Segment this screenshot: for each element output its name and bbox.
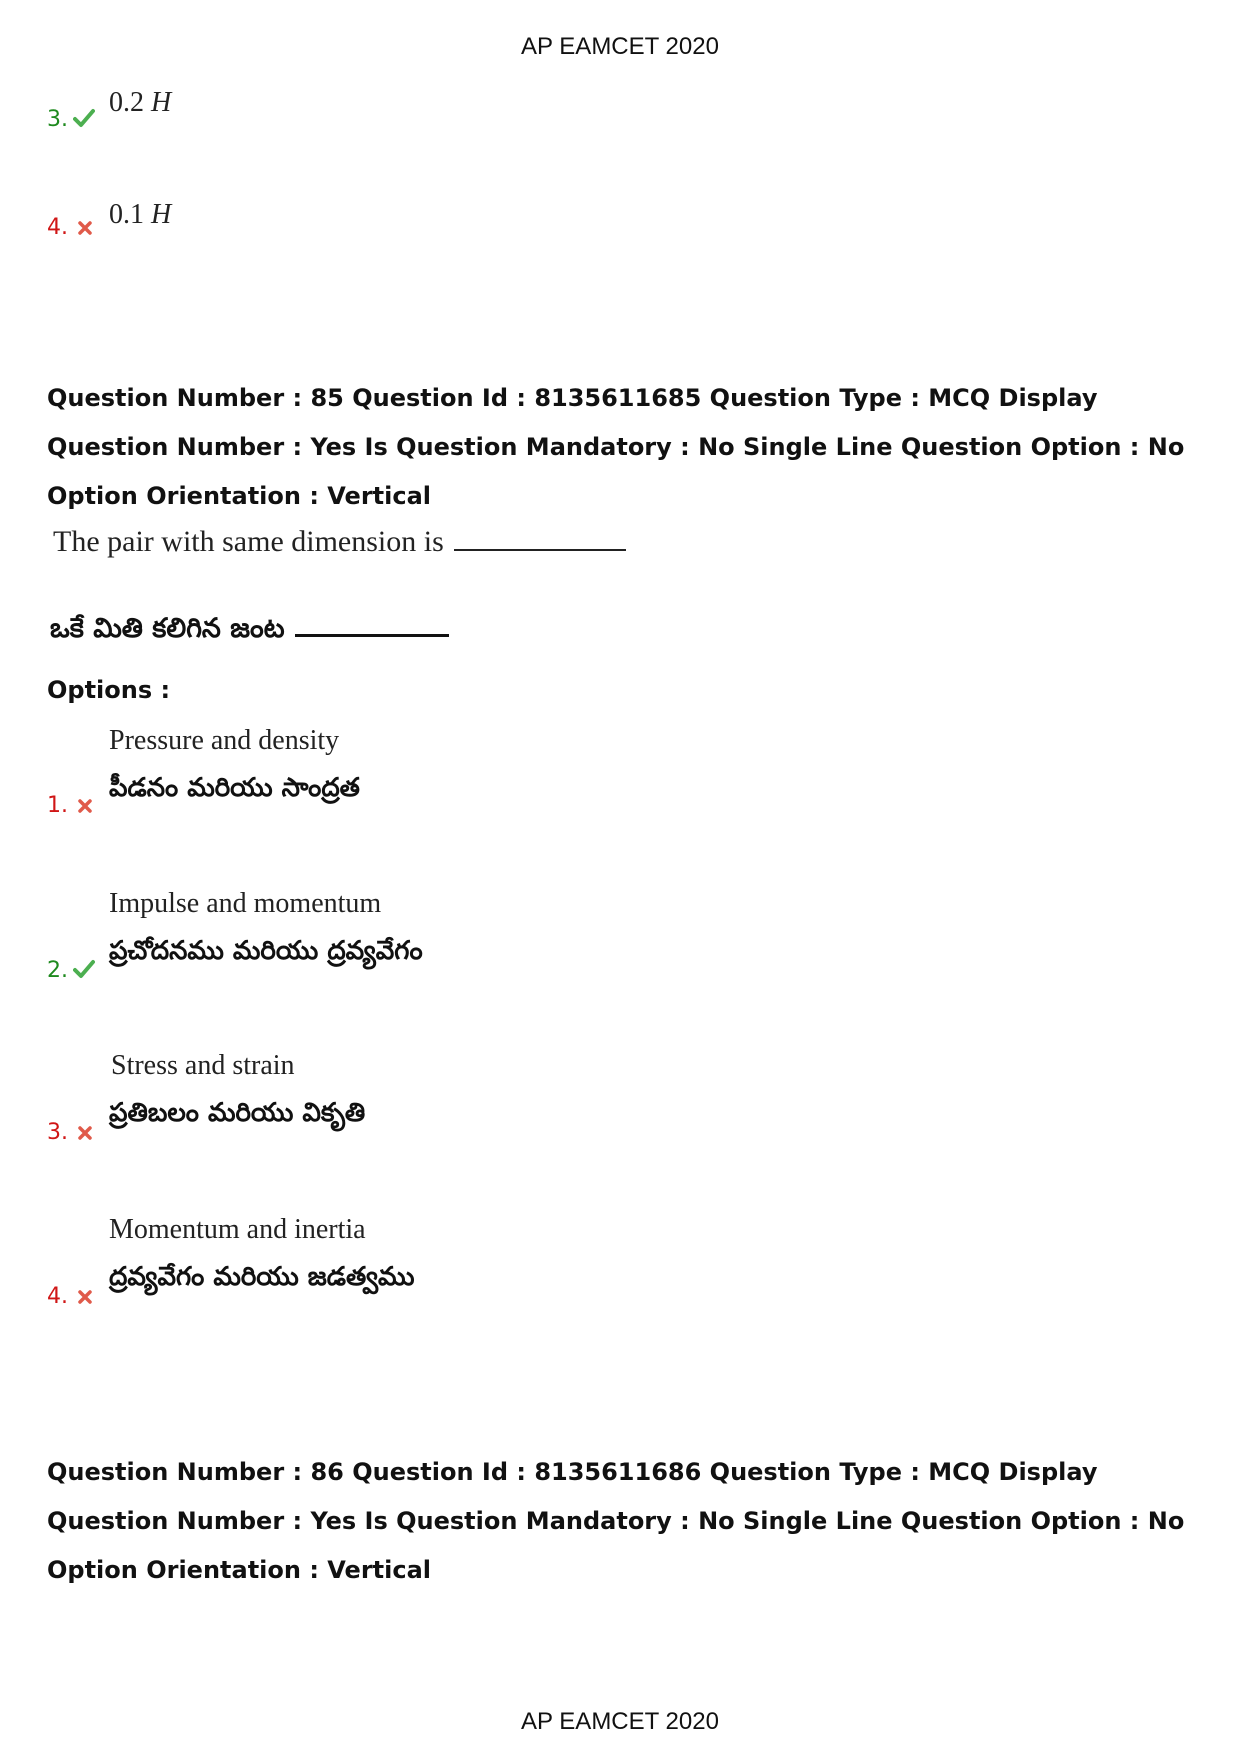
answer-blank <box>454 525 626 551</box>
answer-blank <box>295 610 449 637</box>
option-text-te: ద్రవ్యవేగం మరియు జడత్వము <box>109 1262 415 1292</box>
option-text-en: Impulse and momentum <box>109 888 382 919</box>
option-number: 1. <box>47 793 68 818</box>
option-text-en: Pressure and density <box>109 725 340 756</box>
option-text-te: పీడనం మరియు సాంద్రత <box>109 773 360 803</box>
option-text: 0.2 H <box>109 87 172 118</box>
question-86-meta: Question Number : 86 Question Id : 8135611686 Question Type : MCQ Display Question Number : Yes Is Question Mandatory : No Single Line Question Option : No Option Orientation : Vertical <box>47 1458 1185 1584</box>
option-text-en: Momentum and inertia <box>109 1214 366 1245</box>
option-number: 4. <box>47 1284 68 1309</box>
option-text-te: ప్రచోదనము మరియు ద్రవ్యవేగం <box>109 936 423 966</box>
page-header: AP EAMCET 2020 <box>521 33 719 60</box>
question-text-te: ఒకే మితి కలిగిన జంట <box>50 610 449 651</box>
cross-icon <box>77 1125 93 1141</box>
option-text-te: ప్రతిబలం మరియు వికృతి <box>109 1098 366 1128</box>
page-footer: AP EAMCET 2020 <box>521 1708 719 1735</box>
option-text-en: Stress and strain <box>111 1050 295 1081</box>
options-label: Options : <box>47 676 171 704</box>
question-text-en: The pair with same dimension is <box>53 525 626 559</box>
cross-icon <box>77 220 93 236</box>
cross-icon <box>77 1289 93 1305</box>
option-number: 4. <box>47 215 68 240</box>
option-number: 3. <box>47 1120 68 1145</box>
question-85-meta: Question Number : 85 Question Id : 8135611685 Question Type : MCQ Display Question Number : Yes Is Question Mandatory : No Single Line Question Option : No Option Orientation : Vertical <box>47 384 1185 510</box>
option-number: 3. <box>47 107 68 132</box>
cross-icon <box>77 798 93 814</box>
option-text: 0.1 H <box>109 199 172 230</box>
check-icon <box>73 958 95 980</box>
check-icon <box>73 107 95 129</box>
option-number: 2. <box>47 958 68 983</box>
